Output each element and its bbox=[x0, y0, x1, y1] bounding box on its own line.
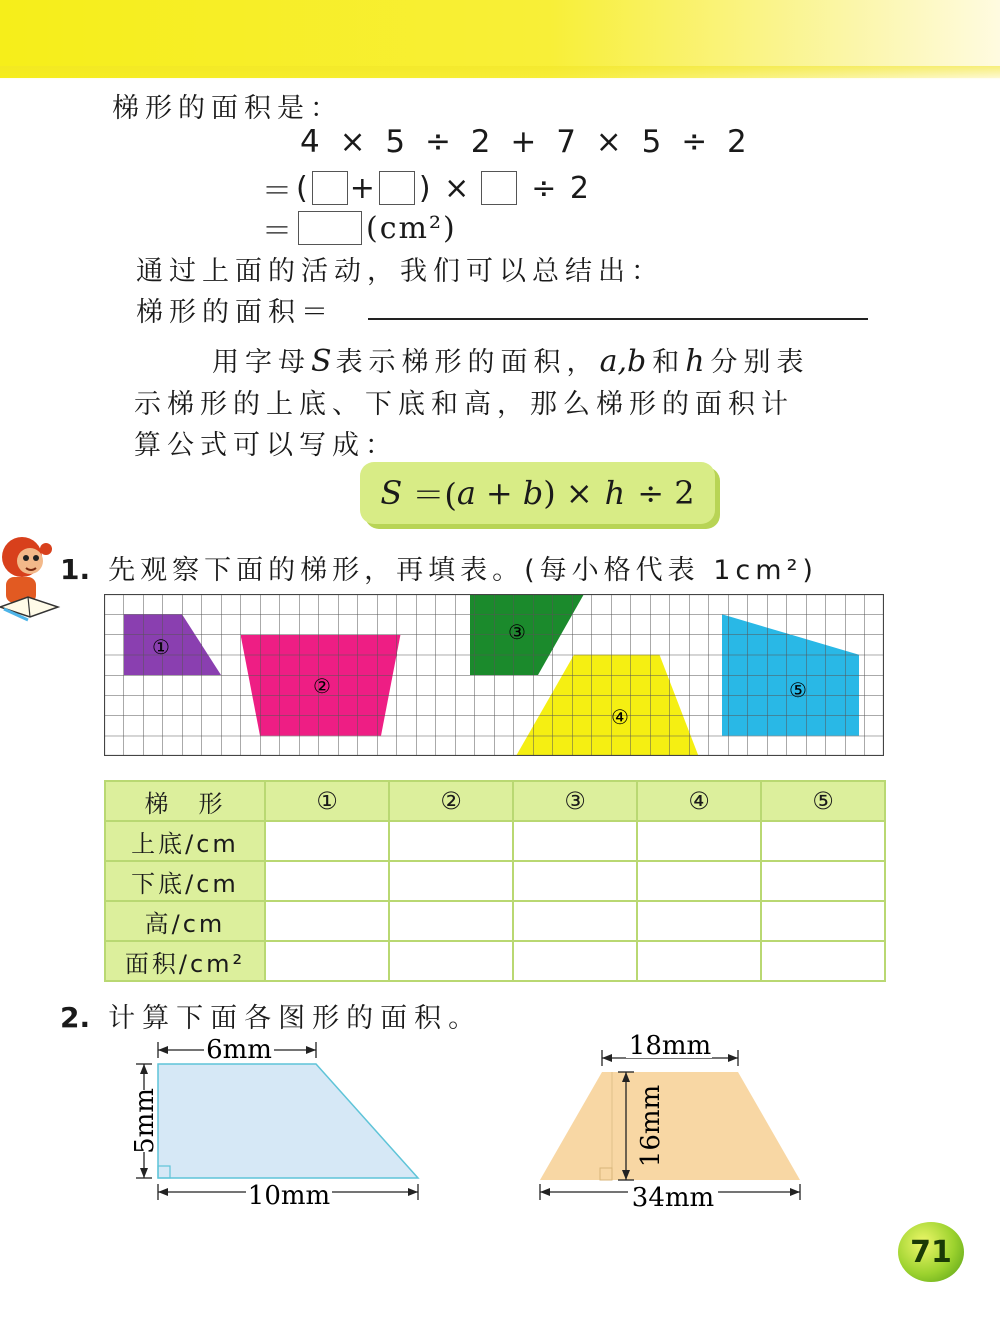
calc-line-2 bbox=[262, 166, 591, 210]
row-label: 面积/cm² bbox=[105, 941, 265, 981]
exercise-2-number: 2. bbox=[60, 1001, 91, 1034]
letter-S: S bbox=[311, 344, 332, 379]
fill-in-table bbox=[104, 780, 886, 982]
formula-S: S bbox=[380, 474, 403, 512]
row-label: 下底/cm bbox=[105, 861, 265, 901]
figure-b-isosceles-trapezoid bbox=[530, 1030, 810, 1216]
row-label: 上底/cm bbox=[105, 821, 265, 861]
answer-cell[interactable] bbox=[761, 861, 885, 901]
answer-cell[interactable] bbox=[761, 901, 885, 941]
summary-lead: 通过上面的活动，我们可以总结出： bbox=[136, 256, 664, 287]
figure-a-height-label: 5mm bbox=[130, 1088, 160, 1154]
table-row bbox=[105, 941, 885, 981]
answer-cell[interactable] bbox=[265, 941, 389, 981]
formula-plus: + bbox=[485, 474, 513, 512]
answer-cell[interactable] bbox=[637, 941, 761, 981]
answer-cell[interactable] bbox=[513, 941, 637, 981]
answer-cell[interactable] bbox=[637, 901, 761, 941]
paragraph-line-1 bbox=[212, 340, 810, 379]
page-number-badge bbox=[898, 1222, 964, 1282]
column-header: ③ bbox=[513, 781, 637, 821]
formula-div: ÷ 2 bbox=[637, 474, 695, 512]
trapezoid-4-label: ④ bbox=[611, 705, 629, 729]
equals-sign: ＝ bbox=[262, 214, 294, 249]
text: 和 bbox=[652, 347, 686, 378]
answer-cell[interactable] bbox=[761, 821, 885, 861]
column-header: ② bbox=[389, 781, 513, 821]
formula-close: ) × bbox=[543, 474, 593, 512]
answer-cell[interactable] bbox=[761, 941, 885, 981]
answer-cell[interactable] bbox=[389, 941, 513, 981]
calc-line-3 bbox=[262, 206, 457, 250]
table-row bbox=[105, 821, 885, 861]
answer-cell[interactable] bbox=[389, 861, 513, 901]
column-header: ⑤ bbox=[761, 781, 885, 821]
answer-cell[interactable] bbox=[265, 821, 389, 861]
figure-a-top-label: 6mm bbox=[206, 1035, 272, 1065]
open-paren: ( bbox=[296, 170, 310, 206]
answer-cell[interactable] bbox=[265, 861, 389, 901]
exercise-2-heading bbox=[60, 996, 482, 1035]
letters-ab: a,b bbox=[599, 344, 647, 379]
column-header: ① bbox=[265, 781, 389, 821]
trapezoid-2-label: ② bbox=[313, 674, 331, 698]
table-row bbox=[105, 901, 885, 941]
text: 用字母 bbox=[212, 347, 311, 378]
equals-sign: ＝ bbox=[262, 174, 294, 209]
trapezoid-5-label: ⑤ bbox=[789, 678, 807, 702]
answer-box-top-base[interactable] bbox=[312, 171, 348, 205]
divide-two: ÷ 2 bbox=[531, 170, 592, 206]
table-row bbox=[105, 861, 885, 901]
intro-label: 梯形的面积是： bbox=[112, 93, 343, 124]
figure-b-height-label: 16mm bbox=[636, 1084, 666, 1168]
summary-formula-label: 梯形的面积＝ bbox=[136, 297, 334, 328]
figure-a-bottom-label: 10mm bbox=[247, 1181, 331, 1211]
answer-cell[interactable] bbox=[513, 861, 637, 901]
paragraph-line-2: 示梯形的上底、下底和高，那么梯形的面积计 bbox=[134, 389, 794, 420]
answer-box-area[interactable] bbox=[298, 211, 362, 245]
text: 分别表 bbox=[710, 347, 810, 378]
column-header: ④ bbox=[637, 781, 761, 821]
figure-a-shape bbox=[158, 1064, 418, 1178]
text: 表示梯形的面积， bbox=[335, 347, 600, 378]
monkey-mascot-icon bbox=[0, 525, 62, 625]
header-band-shade bbox=[0, 66, 1000, 80]
exercise-1-heading bbox=[60, 548, 818, 587]
answer-cell[interactable] bbox=[513, 901, 637, 941]
trapezoid-1-label: ① bbox=[152, 635, 170, 659]
exercise-2-text: 计算下面各图形的面积。 bbox=[108, 1003, 483, 1034]
area-formula-box bbox=[360, 462, 715, 524]
formula-eq: ＝( bbox=[412, 476, 457, 514]
table-header-row bbox=[105, 781, 885, 821]
grid-lines bbox=[104, 594, 884, 756]
figure-a-right-trapezoid bbox=[108, 1034, 438, 1214]
figure-b-top-label: 18mm bbox=[628, 1031, 712, 1061]
trapezoid-3-label: ③ bbox=[508, 620, 526, 644]
unit-cm2: (cm²) bbox=[366, 210, 457, 246]
answer-cell[interactable] bbox=[637, 861, 761, 901]
figure-b-shape bbox=[540, 1072, 800, 1180]
grid-figure bbox=[104, 594, 884, 756]
letter-h: h bbox=[685, 344, 705, 379]
figure-b-bottom-label: 34mm bbox=[631, 1183, 715, 1213]
page-number: 71 bbox=[910, 1234, 952, 1270]
table-corner: 梯 形 bbox=[105, 781, 265, 821]
answer-box-bottom-base[interactable] bbox=[379, 171, 415, 205]
answer-cell[interactable] bbox=[513, 821, 637, 861]
calc-line-1: 4 × 5 ÷ 2 + 7 × 5 ÷ 2 bbox=[300, 124, 752, 160]
paragraph-line-3: 算公式可以写成： bbox=[134, 430, 398, 461]
formula-b: b bbox=[522, 474, 544, 512]
answer-cell[interactable] bbox=[265, 901, 389, 941]
formula-h: h bbox=[604, 474, 626, 512]
answer-cell[interactable] bbox=[637, 821, 761, 861]
formula-a: a bbox=[456, 474, 476, 512]
exercise-1-number: 1. bbox=[60, 553, 91, 586]
row-label: 高/cm bbox=[105, 901, 265, 941]
close-paren-times: ) × bbox=[418, 170, 472, 206]
exercise-1-text: 先观察下面的梯形，再填表。(每小格代表 1cm²) bbox=[108, 555, 818, 586]
answer-cell[interactable] bbox=[389, 901, 513, 941]
plus-sign: + bbox=[349, 170, 377, 206]
answer-box-height[interactable] bbox=[481, 171, 517, 205]
formula-answer-line[interactable] bbox=[368, 318, 868, 320]
answer-cell[interactable] bbox=[389, 821, 513, 861]
